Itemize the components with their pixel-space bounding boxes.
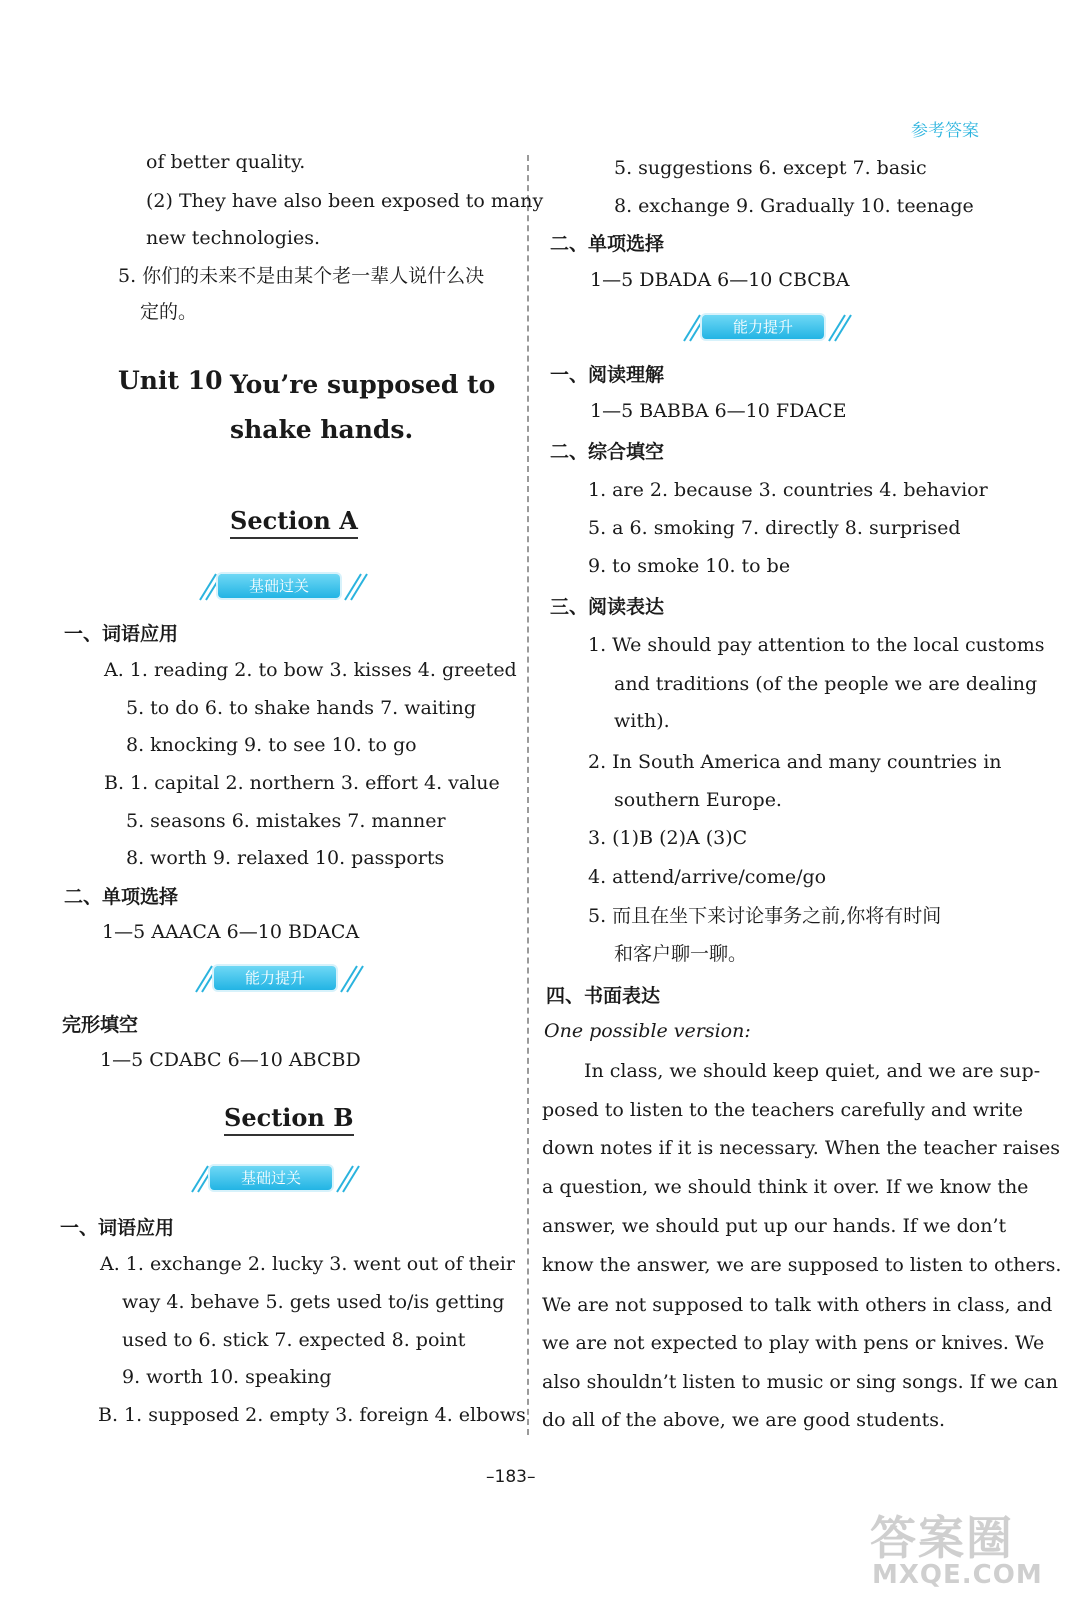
prev-answer-line: (2) They have also been exposed to many	[146, 190, 544, 212]
heading: 二、单项选择	[64, 886, 179, 908]
answer-line: southern Europe.	[614, 789, 782, 811]
section-title: Section B	[224, 1103, 354, 1136]
answer-line: 和客户聊一聊。	[614, 943, 748, 965]
prev-answer-line: 5. 你们的未来不是由某个老一辈人说什么决	[118, 265, 485, 287]
slash-icon	[827, 311, 855, 345]
essay-line: down notes if it is necessary. When the teacher raises	[542, 1137, 1060, 1159]
heading: 一、阅读理解	[550, 364, 665, 386]
answer-line: 8. knocking 9. to see 10. to go	[126, 734, 417, 756]
answer-line: and traditions (of the people we are dealing	[614, 673, 1038, 695]
answer-line: 1—5 BABBA 6—10 FDACE	[590, 400, 847, 422]
slash-icon	[335, 1162, 363, 1196]
unit-title: shake hands.	[230, 415, 414, 444]
version-label: One possible version:	[544, 1020, 751, 1042]
badge-label: 基础过关	[218, 574, 340, 598]
answer-line: 1. We should pay attention to the local customs	[588, 634, 1045, 656]
slash-icon	[339, 962, 367, 996]
answer-line: 5. suggestions 6. except 7. basic	[614, 157, 927, 179]
answer-line: 1—5 DBADA 6—10 CBCBA	[590, 269, 850, 291]
heading: 一、词语应用	[60, 1217, 175, 1239]
prev-answer-line: new technologies.	[146, 227, 321, 249]
answer-line: 9. worth 10. speaking	[122, 1366, 332, 1388]
answer-line: 5. a 6. smoking 7. directly 8. surprised	[588, 517, 961, 539]
answer-line: 5. to do 6. to shake hands 7. waiting	[126, 697, 477, 719]
answer-line: 1. are 2. because 3. countries 4. behavior	[588, 479, 988, 501]
essay-line: answer, we should put up our hands. If we don’t	[542, 1215, 1007, 1237]
answer-line: A. 1. reading 2. to bow 3. kisses 4. greeted	[104, 659, 517, 681]
answer-key-header: 参考答案	[911, 121, 979, 141]
answer-line: 1—5 CDABC 6—10 ABCBD	[100, 1049, 361, 1071]
prev-answer-line: of better quality.	[146, 151, 306, 173]
answer-line: 8. worth 9. relaxed 10. passports	[126, 847, 445, 869]
heading: 四、书面表达	[546, 985, 661, 1007]
heading: 二、综合填空	[550, 441, 665, 463]
heading: 完形填空	[62, 1014, 139, 1036]
badge-basic	[196, 570, 371, 604]
unit-title: You’re supposed to	[230, 370, 496, 399]
answer-line: 8. exchange 9. Gradually 10. teenage	[614, 195, 974, 217]
badge-advanced	[192, 962, 367, 996]
heading: 一、词语应用	[64, 623, 179, 645]
heading: 二、单项选择	[550, 233, 665, 255]
essay-line: In class, we should keep quiet, and we are sup-	[584, 1060, 1041, 1082]
essay-line: a question, we should think it over. If we know the	[542, 1176, 1029, 1198]
badge-label: 能力提升	[214, 966, 336, 990]
essay-line: also shouldn’t listen to music or sing songs. If we can	[542, 1371, 1058, 1393]
answer-line: 9. to smoke 10. to be	[588, 555, 791, 577]
answer-line: with).	[614, 710, 670, 732]
unit-number: Unit 10	[118, 366, 223, 395]
badge-basic	[188, 1162, 363, 1196]
badge-advanced	[680, 311, 855, 345]
answer-line: 4. attend/arrive/come/go	[588, 866, 827, 888]
badge-label: 基础过关	[210, 1166, 332, 1190]
essay-line: We are not supposed to talk with others in class, and	[542, 1294, 1053, 1316]
section-title: Section A	[230, 506, 358, 539]
essay-line: know the answer, we are supposed to listen to others.	[542, 1254, 1062, 1276]
answer-line: 5. seasons 6. mistakes 7. manner	[126, 810, 446, 832]
answer-line: 1—5 AAACA 6—10 BDACA	[102, 921, 360, 943]
heading: 三、阅读表达	[550, 596, 665, 618]
answer-line: B. 1. supposed 2. empty 3. foreign 4. elbows	[98, 1404, 526, 1426]
answer-line: used to 6. stick 7. expected 8. point	[122, 1329, 466, 1351]
answer-line: B. 1. capital 2. northern 3. effort 4. value	[104, 772, 500, 794]
prev-answer-line: 定的。	[140, 301, 198, 323]
answer-line: 3. (1)B (2)A (3)C	[588, 827, 748, 849]
watermark-url: MXQE.COM	[872, 1560, 1043, 1590]
slash-icon	[343, 570, 371, 604]
answer-line: A. 1. exchange 2. lucky 3. went out of their	[100, 1253, 515, 1275]
watermark-logo: 答案圈	[870, 1511, 1014, 1565]
badge-label: 能力提升	[702, 315, 824, 339]
answer-line: 2. In South America and many countries in	[588, 751, 1002, 773]
answer-line: 5. 而且在坐下来讨论事务之前,你将有时间	[588, 905, 942, 927]
answer-line: way 4. behave 5. gets used to/is getting	[122, 1291, 505, 1313]
essay-line: posed to listen to the teachers carefully and write	[542, 1099, 1024, 1121]
essay-line: do all of the above, we are good students.	[542, 1409, 945, 1431]
essay-line: we are not expected to play with pens or knives. We	[542, 1332, 1045, 1354]
column-divider	[527, 155, 529, 1435]
page-number: –183–	[486, 1467, 536, 1487]
